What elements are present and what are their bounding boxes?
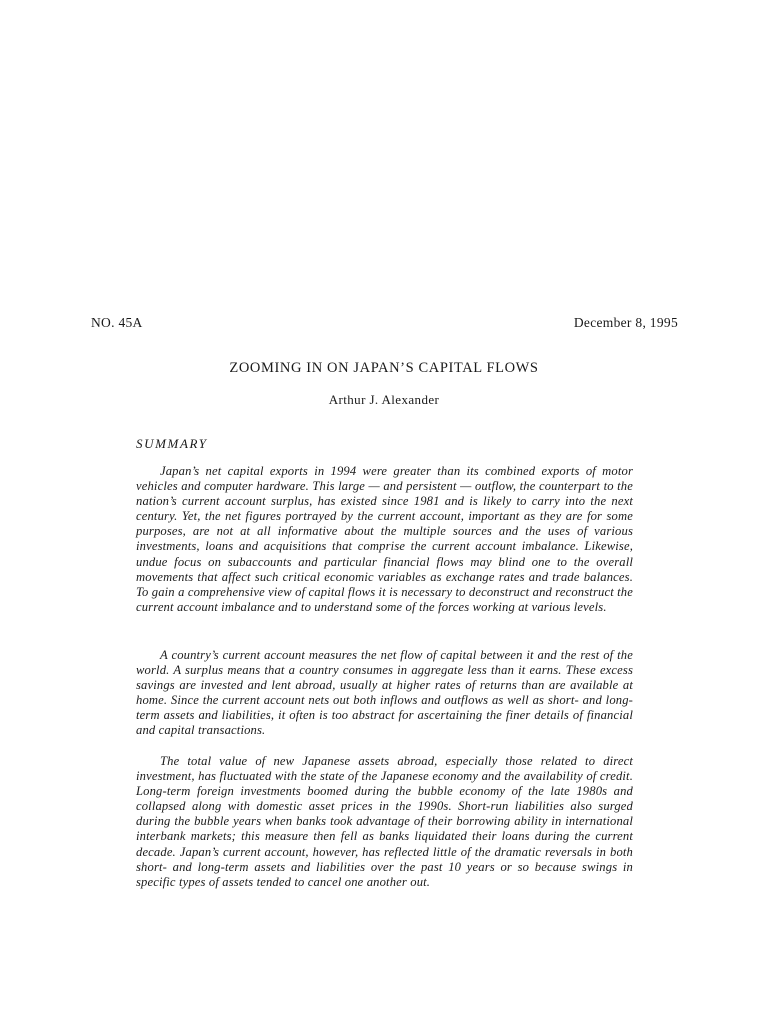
summary-paragraph: The total value of new Japanese assets abroad, especially those related to direct investment, has fluctuated with the state of the Japanese economy and the availability of credit. Long-term foreign investments boomed during the bubble economy of the late 1980s and collapsed along with domestic asset prices in the 1990s. Short-run liabilities also surged during the bubble years when banks took advantage of their borrowing ability in international interbank markets; this measure then fell as banks liquidated their loans during the current decade. Japan’s current account, however, has reflected little of the dramatic reversals in both short- and long-term assets and liabilities over the past 10 years or so because swings in specific types of assets tended to cancel one another out.: [136, 754, 633, 889]
publication-date: December 8, 1995: [573, 315, 678, 330]
document-header: [91, 315, 678, 335]
summary-heading: SUMMARY: [136, 436, 208, 451]
issue-number: NO. 45A: [91, 315, 143, 330]
author-name: Arthur J. Alexander: [328, 392, 440, 407]
summary-paragraph: Japan’s net capital exports in 1994 were greater than its combined exports of motor vehicles and computer hardware. This large — and persistent — outflow, the counterpart to the nation’s current account surplus, has existed since 1981 and is likely to carry into the next century. Yet, the net figures portrayed by the current account, important as they are for some purposes, are not at all informative about the multiple sources and the uses of various investments, loans and acquisitions that comprise the current account imbalance. Likewise, undue focus on subaccounts and particular financial flows may blind one to the overall movements that affect such critical economic variables as exchange rates and trade balances. To gain a comprehensive view of capital flows it is necessary to deconstruct and reconstruct the current account imbalance and to understand some of the forces working at various levels.: [136, 464, 633, 614]
summary-paragraph: A country’s current account measures the net flow of capital between it and the rest of the world. A surplus means that a country consumes in aggregate less than it earns. These excess savings are invested and lent abroad, usually at higher rates of returns than are available at home. Since the current account nets out both inflows and outflows as well as short- and long-term assets and liabilities, it often is too abstract for ascertaining the finer details of financial and capital transactions.: [136, 648, 633, 738]
document-title: ZOOMING IN ON JAPAN’S CAPITAL FLOWS: [229, 360, 539, 376]
